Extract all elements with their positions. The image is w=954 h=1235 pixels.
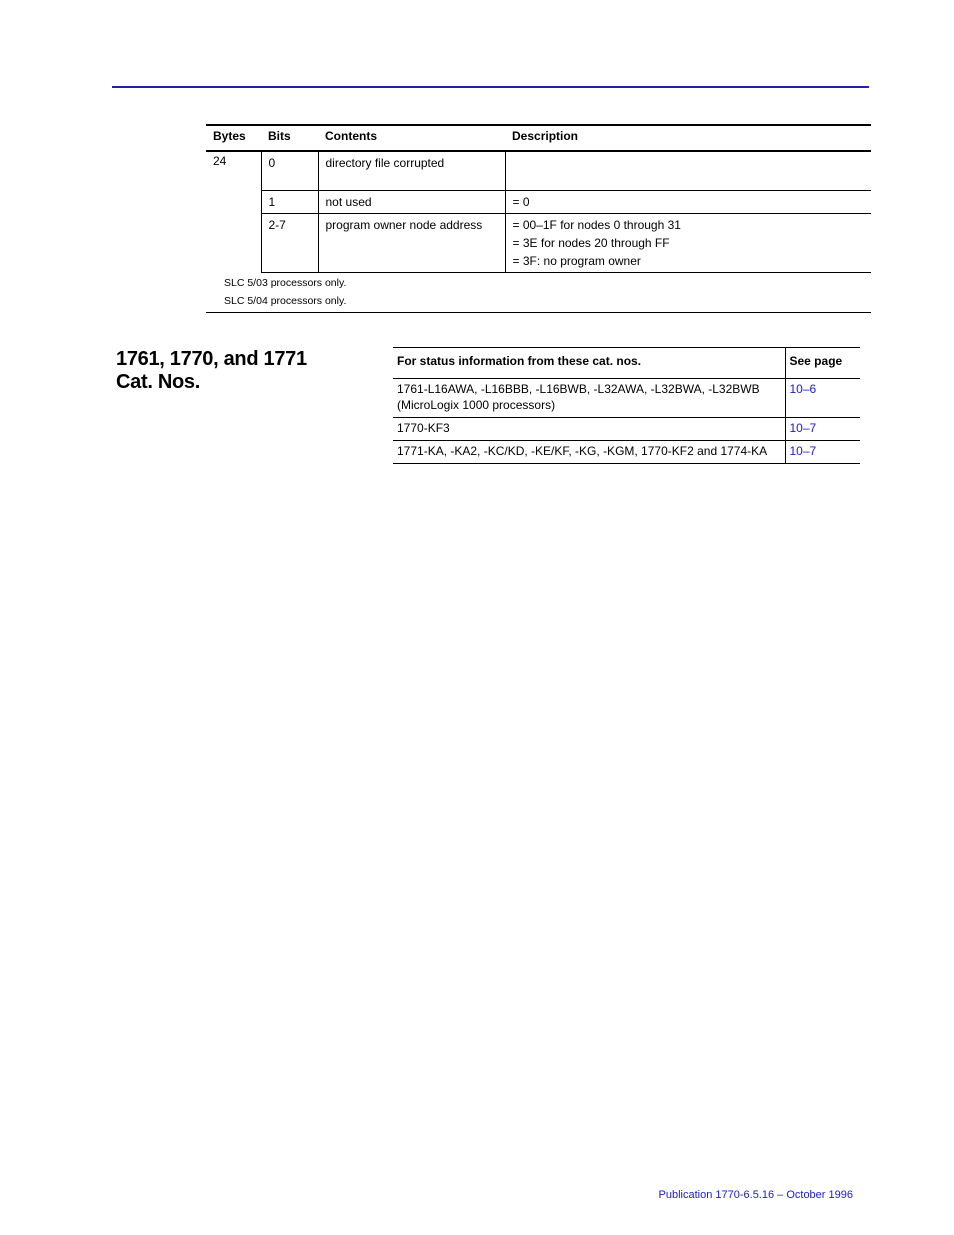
description-cell xyxy=(505,214,871,273)
section-heading-line: 1761, 1770, and 1771 xyxy=(116,348,307,370)
description-line: = 3F: no program owner xyxy=(512,254,641,268)
bits-cell: 0 xyxy=(261,151,318,191)
contents-cell: program owner node address xyxy=(318,214,505,273)
page-link[interactable]: 10–7 xyxy=(785,441,860,464)
footnote-row xyxy=(206,292,871,313)
status-bytes-table xyxy=(206,124,871,313)
description-cell: = 0 xyxy=(505,191,871,214)
publication-footer: Publication 1770-6.5.16 – October 1996 xyxy=(658,1189,853,1201)
cat-nos-line: (MicroLogix 1000 processors) xyxy=(397,398,556,412)
page-link[interactable]: 10–6 xyxy=(785,379,860,418)
table-header-row xyxy=(393,348,860,379)
column-header-see-page: See page xyxy=(785,348,860,379)
byte-cell: 24 xyxy=(213,154,227,168)
description-cell xyxy=(505,151,871,191)
description-line: = 00–1F for nodes 0 through 31 xyxy=(512,218,681,232)
cat-nos-cell xyxy=(393,379,785,418)
description-line: = 3E for nodes 20 through FF xyxy=(512,236,670,250)
cat-nos-line: 1761-L16AWA, -L16BBB, -L16BWB, -L32AWA, -L32BWA, -L32BWB xyxy=(397,382,760,396)
table-row xyxy=(206,191,871,214)
bits-cell: 1 xyxy=(261,191,318,214)
cat-nos-cell: 1770-KF3 xyxy=(393,418,785,441)
header-rule xyxy=(112,86,869,88)
cat-nos-table xyxy=(393,347,860,464)
footnote: SLC 5/03 processors only. xyxy=(224,277,347,289)
table-row xyxy=(206,151,871,191)
contents-cell: not used xyxy=(318,191,505,214)
footnote: SLC 5/04 processors only. xyxy=(206,292,871,313)
cat-nos-cell: 1771-KA, -KA2, -KC/KD, -KE/KF, -KG, -KGM, 1770-KF2 and 1774-KA xyxy=(393,441,785,464)
column-header-description: Description xyxy=(505,125,871,151)
section-heading-line: Cat. Nos. xyxy=(116,371,200,393)
table-row xyxy=(393,441,860,464)
column-header-cat-nos: For status information from these cat. nos. xyxy=(393,348,785,379)
column-header-bytes: Bytes xyxy=(206,125,261,151)
contents-cell: directory file corrupted xyxy=(318,151,505,191)
footnote-row xyxy=(206,273,871,293)
section-heading xyxy=(116,348,356,394)
bits-cell: 2-7 xyxy=(261,214,318,273)
table-row xyxy=(206,214,871,273)
table-row xyxy=(393,418,860,441)
column-header-contents: Contents xyxy=(318,125,505,151)
column-header-bits: Bits xyxy=(261,125,318,151)
table-header-row xyxy=(206,125,871,151)
table-row xyxy=(393,379,860,418)
page-link[interactable]: 10–7 xyxy=(785,418,860,441)
